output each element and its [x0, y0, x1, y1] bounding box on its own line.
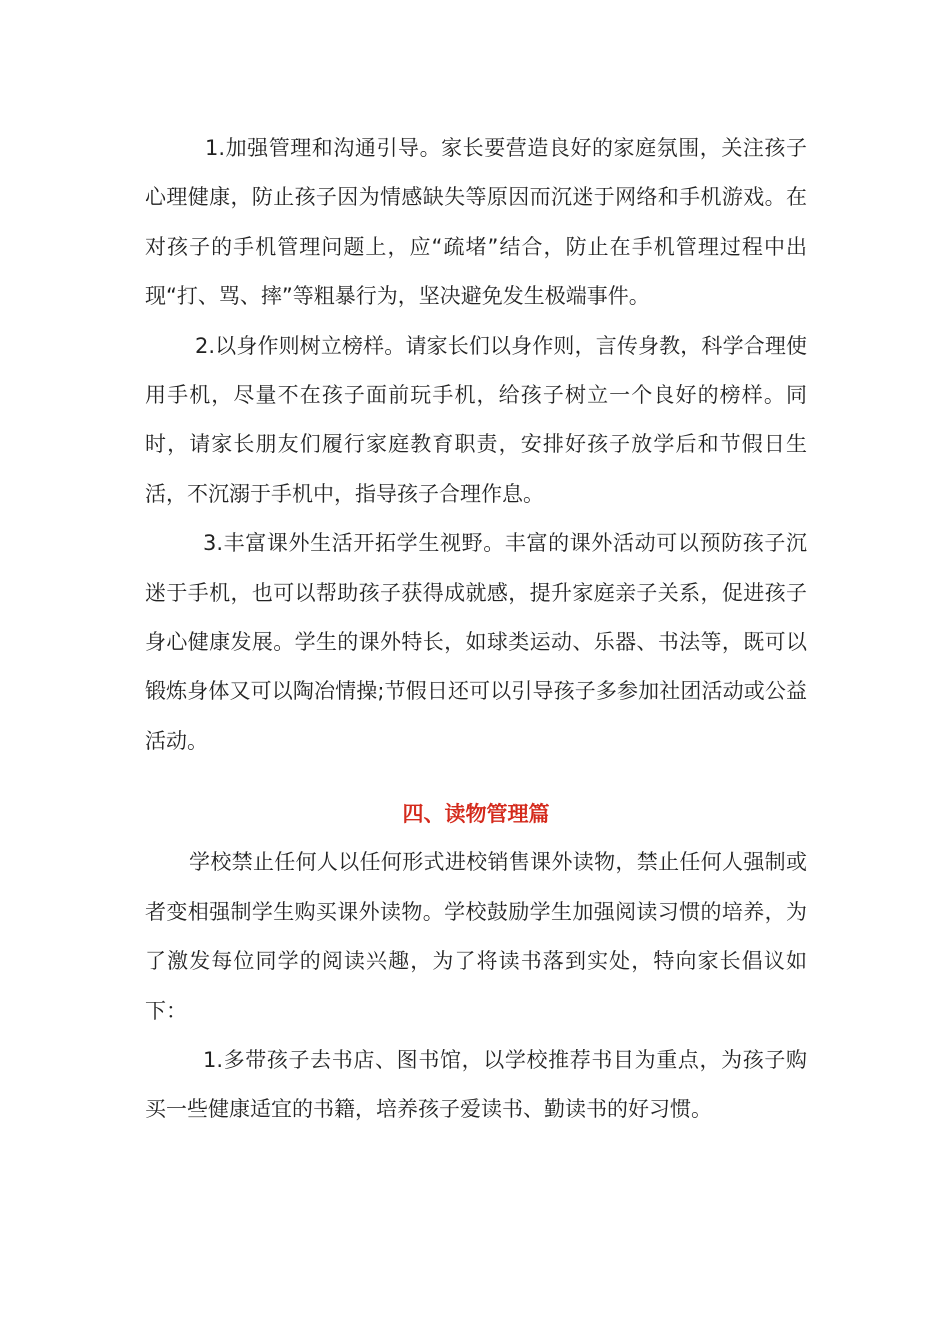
paragraph-reading-item-1: 1.多带孩子去书店、图书馆，以学校推荐书目为重点，为孩子购买一些健康适宜的书籍，培养孩子爱读书、勤读书的好习惯。 [145, 1047, 807, 1122]
section-heading-reading-management: 四、读物管理篇 [402, 802, 550, 827]
paragraph-reading-intro: 学校禁止任何人以任何形式进校销售课外读物，禁止任何人强制或者变相强制学生购买课外读物。学校鼓励学生加强阅读习惯的培养，为了激发每位同学的阅读兴趣，为了将读书落到实处，特向家长倡议如下： [145, 850, 807, 1023]
paragraph-phone-management-1: 1.加强管理和沟通引导。家长要营造良好的家庭氛围，关注孩子心理健康，防止孩子因为情感缺失等原因而沉迷于网络和手机游戏。在对孩子的手机管理问题上，应“疏堵”结合，防止在手机管理过程中出现“打、骂、摔”等粗暴行为，坚决避免发生极端事件。 [145, 136, 807, 309]
paragraph-phone-management-3: 3.丰富课外生活开拓学生视野。丰富的课外活动可以预防孩子沉迷于手机，也可以帮助孩子获得成就感，提升家庭亲子关系，促进孩子身心健康发展。学生的课外特长，如球类运动、乐器、书法等，既可以锻炼身体又可以陶冶情操;节假日还可以引导孩子多参加社团活动或公益活动。 [145, 531, 807, 753]
paragraph-phone-management-2: 2.以身作则树立榜样。请家长们以身作则，言传身教，科学合理使用手机，尽量不在孩子面前玩手机，给孩子树立一个良好的榜样。同时，请家长朋友们履行家庭教育职责，安排好孩子放学后和节假日生活，不沉溺于手机中，指导孩子合理作息。 [145, 333, 807, 506]
document-page [145, 124, 807, 1135]
